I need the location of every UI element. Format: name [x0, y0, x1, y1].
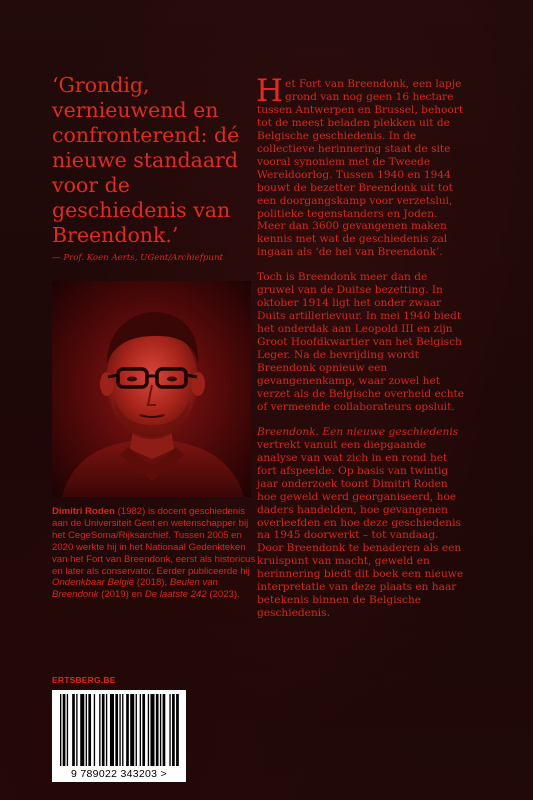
barcode-bar — [80, 694, 84, 766]
barcode-bar — [160, 694, 161, 766]
book-title-1: Ondenkbaar België — [52, 577, 135, 589]
barcode-bar — [119, 694, 120, 766]
barcode-bar — [72, 694, 75, 766]
barcode-bar — [130, 694, 134, 766]
barcode-bar — [94, 694, 95, 766]
endorsement-quote: ‘Grondig, vernieuwend en confronterend: dé nieuwe standaard voor de geschiedenis van Breendonk.’ — [52, 73, 240, 247]
author-portrait — [52, 281, 251, 497]
book-title-2: Beulen van Breendonk — [52, 577, 218, 601]
isbn-number: 9 789022 343203 > — [71, 768, 167, 780]
barcode-bar — [115, 694, 118, 766]
bio-text-part: (2019) en — [98, 589, 145, 601]
isbn-barcode — [52, 690, 186, 782]
barcode-bar — [86, 694, 87, 766]
author-bio — [52, 506, 260, 601]
barcode-bar — [122, 694, 123, 766]
barcode-bar — [172, 694, 175, 766]
barcode-bar — [169, 694, 170, 766]
barcode-bar — [102, 694, 105, 766]
description-paragraph-2: Toch is Breendonk meer dan de gruwel van de Duitse bezetting. In oktober 1914 ligt het onder zwaar Duits artillerievuur. In mei 1940 biedt het onderdak aan Leopold III en zijn Groot Hoofdkwartier van het Belgisch Leger. Na de bevrijding wordt Breendonk opnieuw een gevangenenkamp, waar zowel het verzet als de Belgische overheid echte of vermeende collaborateurs opsluit. — [257, 271, 465, 413]
description-paragraph-1 — [256, 73, 467, 259]
paragraph-1-text: et Fort van Breendonk, een lapje grond van nog geen 16 hectare tussen Antwerpen en Brussel, behoort tot de meest beladen plekken uit de Belgische geschiedenis. In de collectieve herinnering staat de site vooral synoniem met de Tweede Wereldoorlog. Tussen 1940 en 1944 bouwt de bezetter Breendonk uit tot een doorgangskamp voor verzetslui, politieke tegenstanders en Joden. Meer dan 3600 gevangenen maken kennis met wat de geschiedenis zal ingaan als ‘de hel van Breendonk’. — [257, 78, 464, 259]
description-paragraph-3 — [257, 426, 467, 620]
barcode-bar — [76, 694, 77, 766]
barcode-bars — [52, 690, 186, 768]
barcode-bar — [67, 694, 68, 766]
quote-attribution: — Prof. Koen Aerts, UGent/Archiefpunt — [52, 253, 223, 263]
barcode-bar — [140, 694, 141, 766]
book-title: Breendonk. Een nieuwe geschiedenis — [257, 425, 459, 438]
barcode-bar — [60, 694, 61, 766]
bio-text-part: (2023). — [206, 589, 240, 601]
barcode-bar — [63, 694, 66, 766]
barcode-bar — [142, 694, 145, 766]
barcode-bar — [126, 694, 129, 766]
barcode-bar — [156, 694, 159, 766]
barcode-bar — [99, 694, 100, 766]
publisher-website: ERTSBERG.BE — [52, 675, 116, 685]
barcode-bar — [176, 694, 179, 766]
barcode-bar — [136, 694, 137, 766]
bio-text-part: (1982) is docent geschiedenis aan de Universiteit Gent en wetenschapper bij het CegeSoma/Rijksarchief. Tussen 2005 en 2020 werkte hij in het Nationaal Gedenkteken van het Fort van Breendonk, eerst als historicus en later als conservator. Eerder publiceerde hij — [52, 506, 256, 577]
book-title-3: De laatste 242 — [144, 589, 207, 601]
drop-cap: H — [256, 73, 284, 109]
barcode-bar — [110, 694, 114, 766]
barcode-bar — [148, 694, 149, 766]
author-name: Dimitri Roden — [52, 506, 115, 517]
book-description — [256, 73, 467, 632]
paragraph-3-text: vertrekt vanuit een diepgaande analyse van wat zich in en rond het fort afspeelde. Op basis van twintig jaar onderzoek toont Dimitri Roden hoe geweld werd georganiseerd, hoe daders handelden, hoe gevangenen overleefden en hoe deze geschiedenis na 1945 doorwerkt – tot vandaag. Door Breendonk te benaderen als een kruispunt van macht, geweld en herinnering biedt dit boek een nieuwe interpretatie van deze plaats en haar betekenis binnen de Belgische geschiedenis. — [257, 438, 464, 620]
barcode-bar — [106, 694, 107, 766]
barcode-bar — [163, 694, 166, 766]
barcode-bar — [88, 694, 91, 766]
barcode-bar — [150, 694, 154, 766]
bio-text-part: (2018), — [134, 577, 170, 589]
